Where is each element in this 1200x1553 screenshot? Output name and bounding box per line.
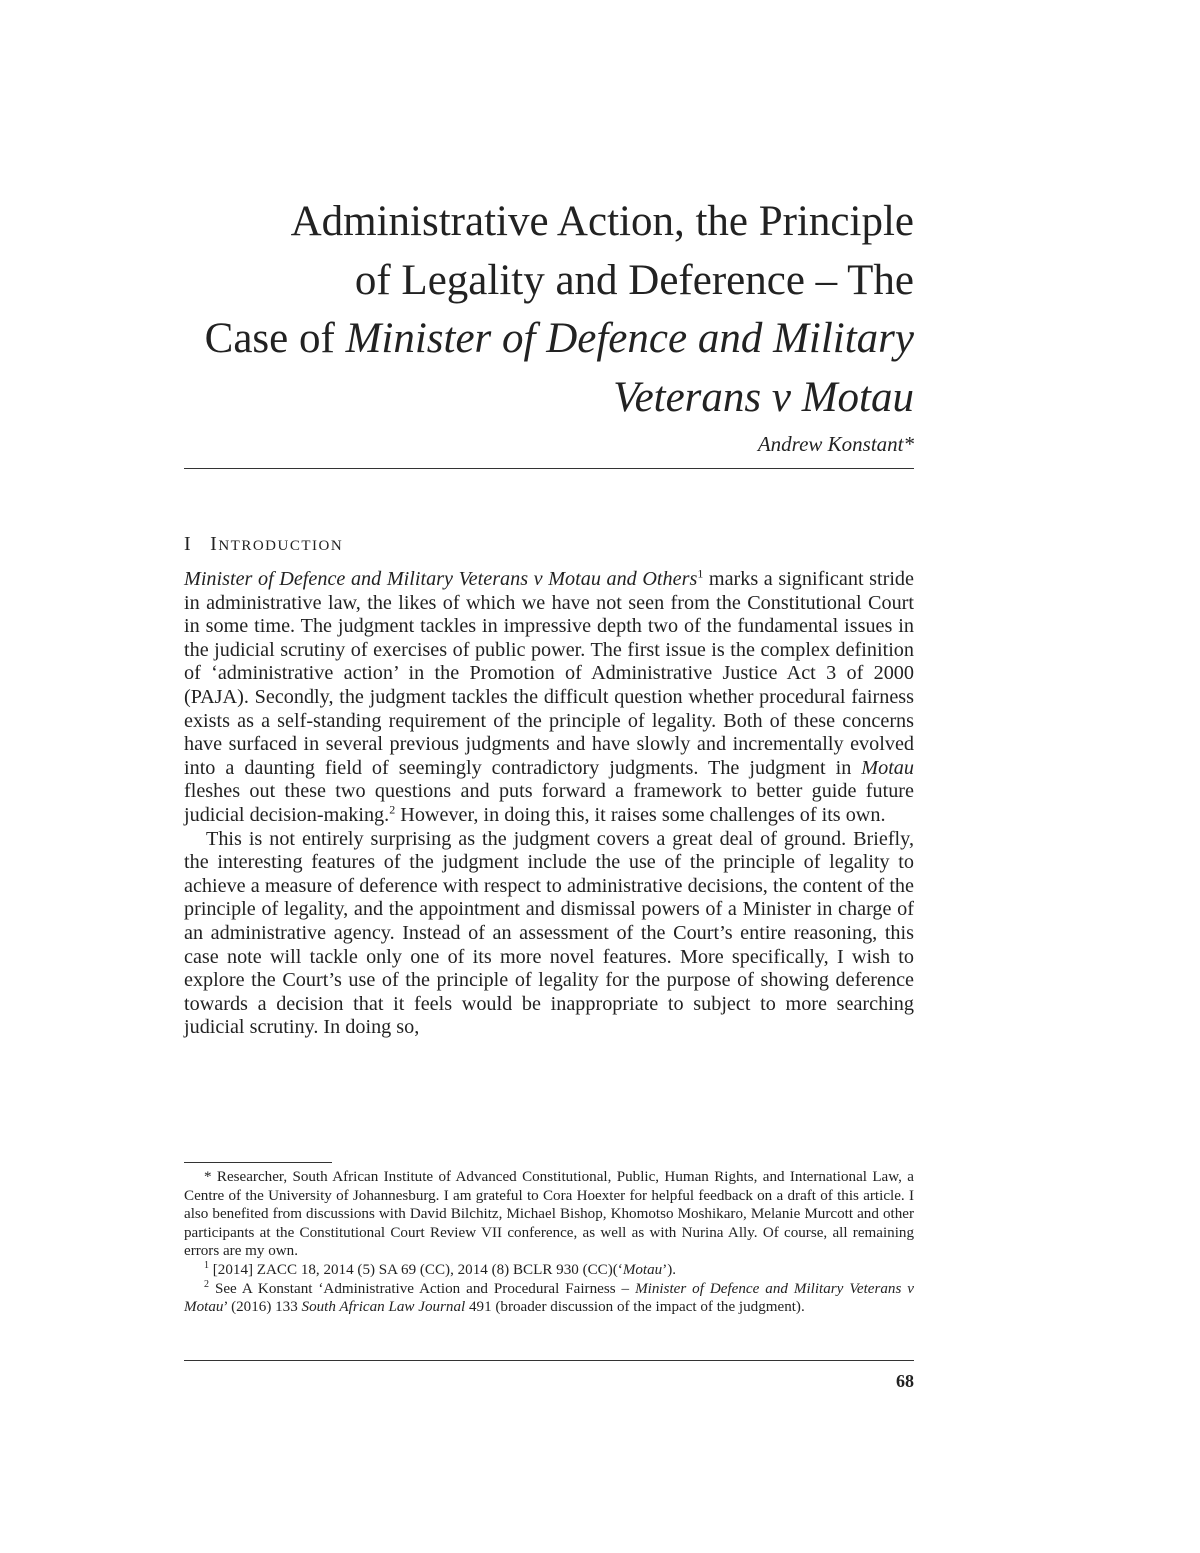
footnote-ref-2: 2 [389,802,396,817]
page-number: 68 [896,1371,914,1391]
paragraph-1 [184,568,914,828]
header-divider [184,468,914,469]
title-case-name: Minister of Defence and Military [345,315,914,362]
section-title-rest: NTRODUCTION [218,538,344,554]
footnote-2-italic-b: South African Law Journal [301,1299,466,1316]
title-case-prefix: Case of [204,315,346,362]
case-name: Minister of Defence and Military Veterans v Motau and Others [184,568,698,590]
section-number: I [184,533,193,555]
footnote-ref-1: 1 [697,566,704,581]
footnote-1 [184,1261,914,1280]
title-line-2: of Legality and Deference – The [354,256,914,304]
case-short-name: Motau [861,756,914,779]
body-text [184,568,914,1040]
footnote-2 [184,1280,914,1317]
footnotes [184,1168,914,1317]
author-name: Andrew Konstant* [757,432,914,456]
section-heading [184,533,343,556]
paragraph-1-text-c: However, in doing this, it raises some challenges of its own. [395,803,886,826]
footnote-1-end: ’). [662,1261,677,1278]
footnote-2-mark: 2 [204,1278,209,1290]
title-case-name-end: Veterans v Motau [613,373,914,421]
footnote-1-text: [2014] ZACC 18, 2014 (5) SA 69 (CC), 2014 (8) BCLR 930 (CC)(‘ [209,1261,623,1278]
section-title-initial: I [210,533,219,555]
title-line-3 [200,310,914,369]
paragraph-1-text-b: fleshes out these two questions and puts forward a framework to better guide future judicial decision-making. [184,780,914,826]
footnote-1-italic: Motau [622,1261,663,1278]
title-line-1: Administrative Action, the Principle [290,198,914,245]
paragraph-2: This is not entirely surprising as the judgment covers a great deal of ground. Briefly, the interesting features of the judgment include the use of the principle of legality to achieve a measure of deference with respect to administrative decisions, the content of the principle of legality, and the appointment and dismissal powers of a Minister in charge of an administrative agency. Instead of an assessment of the Court’s entire reasoning, this case note will tackle only one of its more novel features. More specifically, I wish to explore the Court’s use of the principle of legality for the purpose of showing deference towards a decision that it feels would be inappropriate to subject to more searching judicial scrutiny. In doing so, [184,827,914,1039]
article-title [200,193,914,427]
footnote-2-text-b: ’ (2016) 133 [223,1299,302,1316]
footnote-2-text-a: See A Konstant ‘Administrative Action and Procedural Fairness – [209,1280,636,1297]
footnote-2-italic-a: Minister of Defence and Military Veterans v Motau [184,1280,914,1316]
title-line-4 [200,369,914,428]
footnote-2-text-c: 491 (broader discussion of the impact of the judgment). [465,1299,805,1316]
footnote-author: * Researcher, South African Institute of Advanced Constitutional, Public, Human Rights, and International Law, a Centre of the University of Johannesburg. I am grateful to Cora Hoexter for helpful feedback on a draft of this article. I also benefited from discussions with David Bilchitz, Michael Bishop, Khomotso Moshikaro, Melanie Murcott and other participants at the Constitutional Court Review VII conference, as well as with Nurina Ally. Of course, all remaining errors are my own. [184,1169,914,1260]
footer-divider [184,1360,914,1361]
footnote-divider [184,1162,332,1163]
footnote-1-mark: 1 [204,1259,209,1271]
paragraph-1-text-a: marks a significant stride in administrative law, the likes of which we have not seen from the Constitutional Court in some time. The judgment tackles in impressive depth two of the fundamental issues in the judicial scrutiny of exercises of public power. The first issue is the complex definition of ‘administrative action’ in the Promotion of Administrative Justice Act 3 of 2000 (PAJA). Secondly, the judgment tackles the difficult question whether procedural fairness exists as a self-standing requirement of the principle of legality. Both of these concerns have surfaced in several previous judgments and have slowly and incrementally evolved into a daunting field of seemingly contradictory judgments. The judgment in [184,568,914,779]
